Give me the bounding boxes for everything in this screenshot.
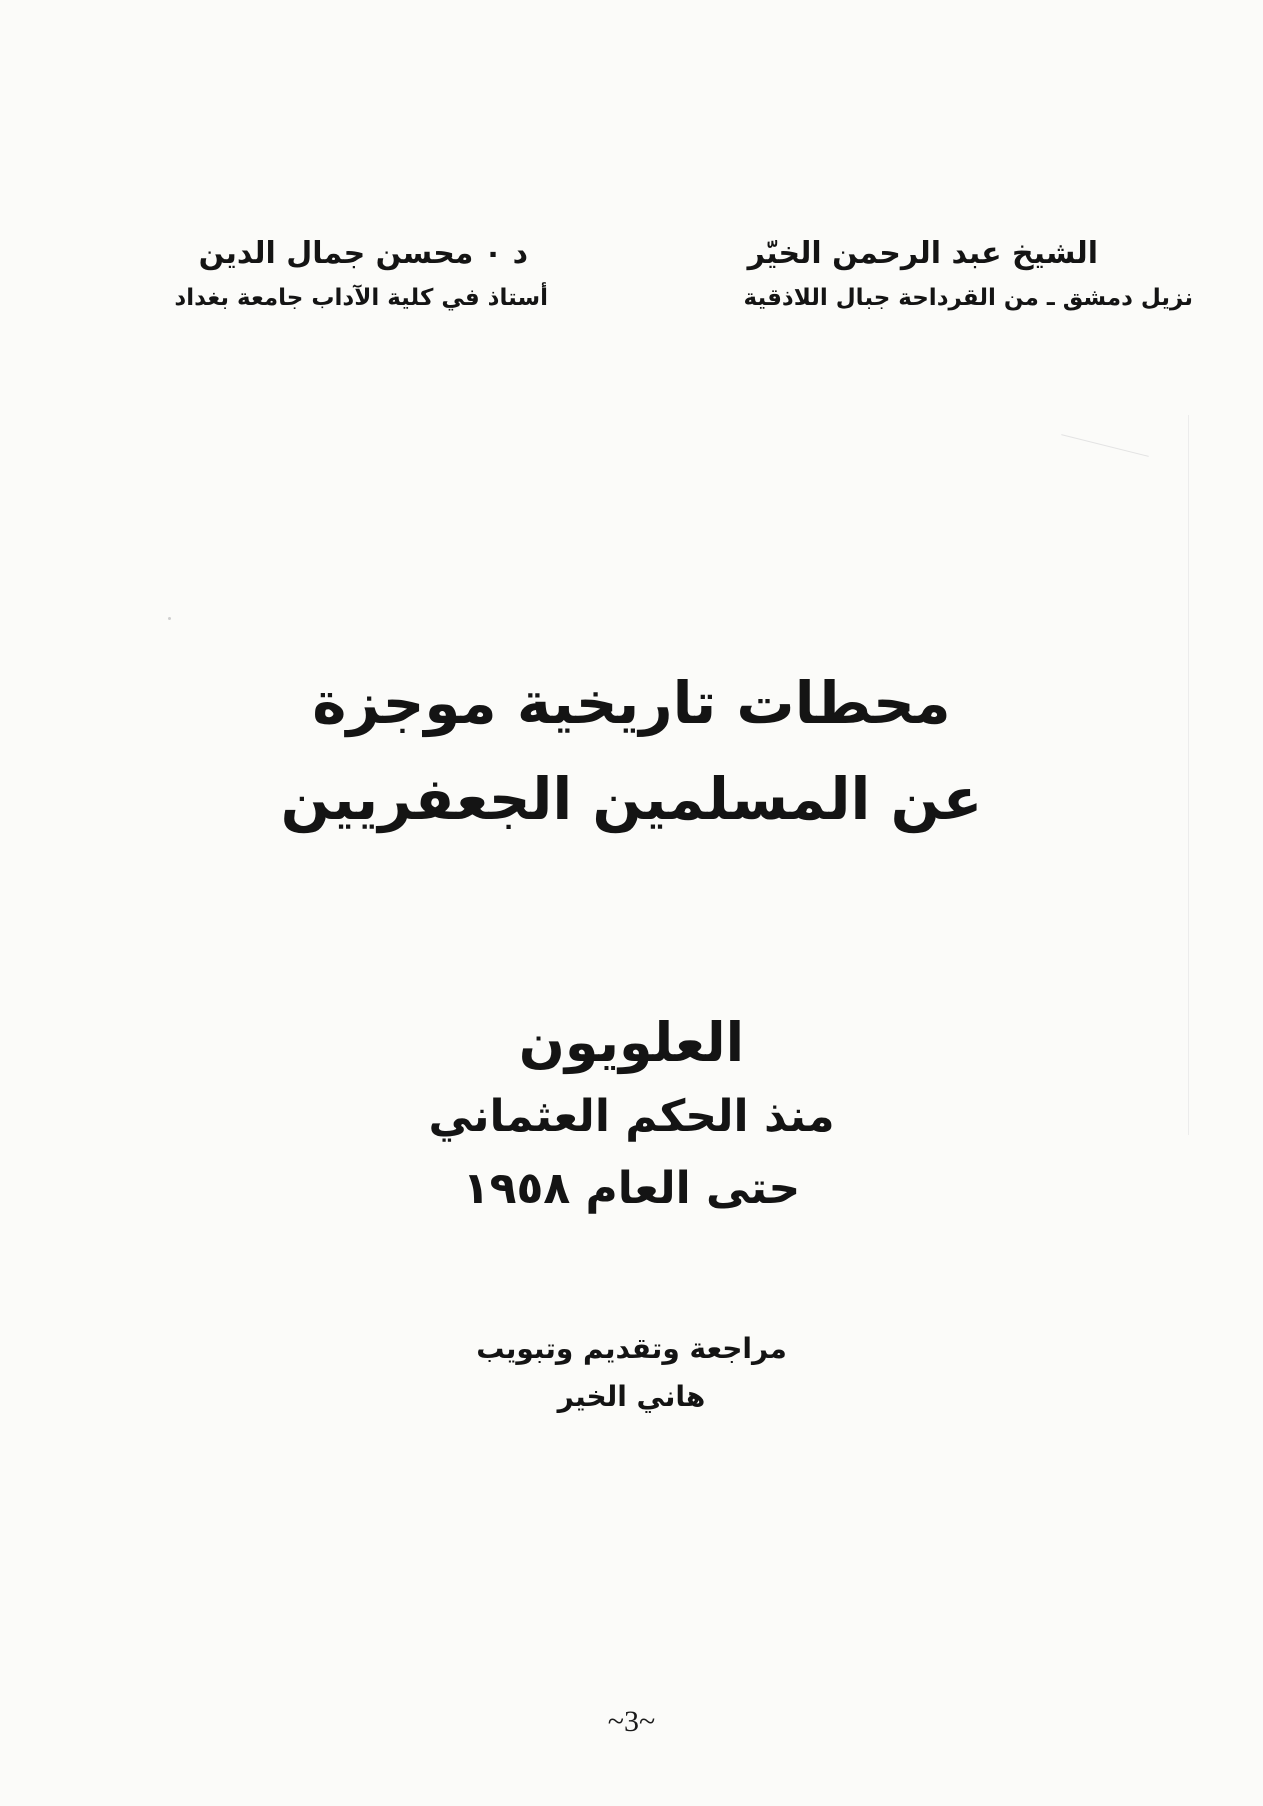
book-subtitle [0, 1005, 1263, 1225]
page-number: ~3~ [607, 1705, 656, 1738]
author-doctor-name: د ٠ محسن جمال الدين [198, 236, 528, 271]
scan-speck [168, 617, 171, 620]
editor-role: مراجعة وتقديم وتبويب [476, 1332, 787, 1365]
author-doctor-affiliation: أستاذ في كلية الآداب جامعة بغداد [174, 285, 548, 311]
scan-streak [1061, 434, 1149, 457]
subtitle-line-1: العلويون [518, 1011, 745, 1074]
book-title [0, 655, 1263, 847]
book-title-line-2: عن المسلمين الجعفريين [280, 765, 983, 833]
author-doctor [58, 232, 548, 320]
author-sheikh-residence: نزيل دمشق ـ من القرداحة جبال اللاذقية [743, 285, 1193, 311]
author-sheikh-name: الشيخ عبد الرحمن الخيّر [747, 236, 1098, 271]
book-title-line-1: محطات تاريخية موجزة [312, 669, 951, 737]
scan-edge-line [1188, 415, 1189, 1135]
subtitle-line-2: منذ الحكم العثماني [428, 1091, 835, 1142]
subtitle-line-3: حتى العام ١٩٥٨ [462, 1163, 801, 1214]
author-sheikh [538, 232, 1193, 320]
editor-credit [0, 1325, 1263, 1421]
editor-name: هاني الخير [557, 1380, 706, 1413]
